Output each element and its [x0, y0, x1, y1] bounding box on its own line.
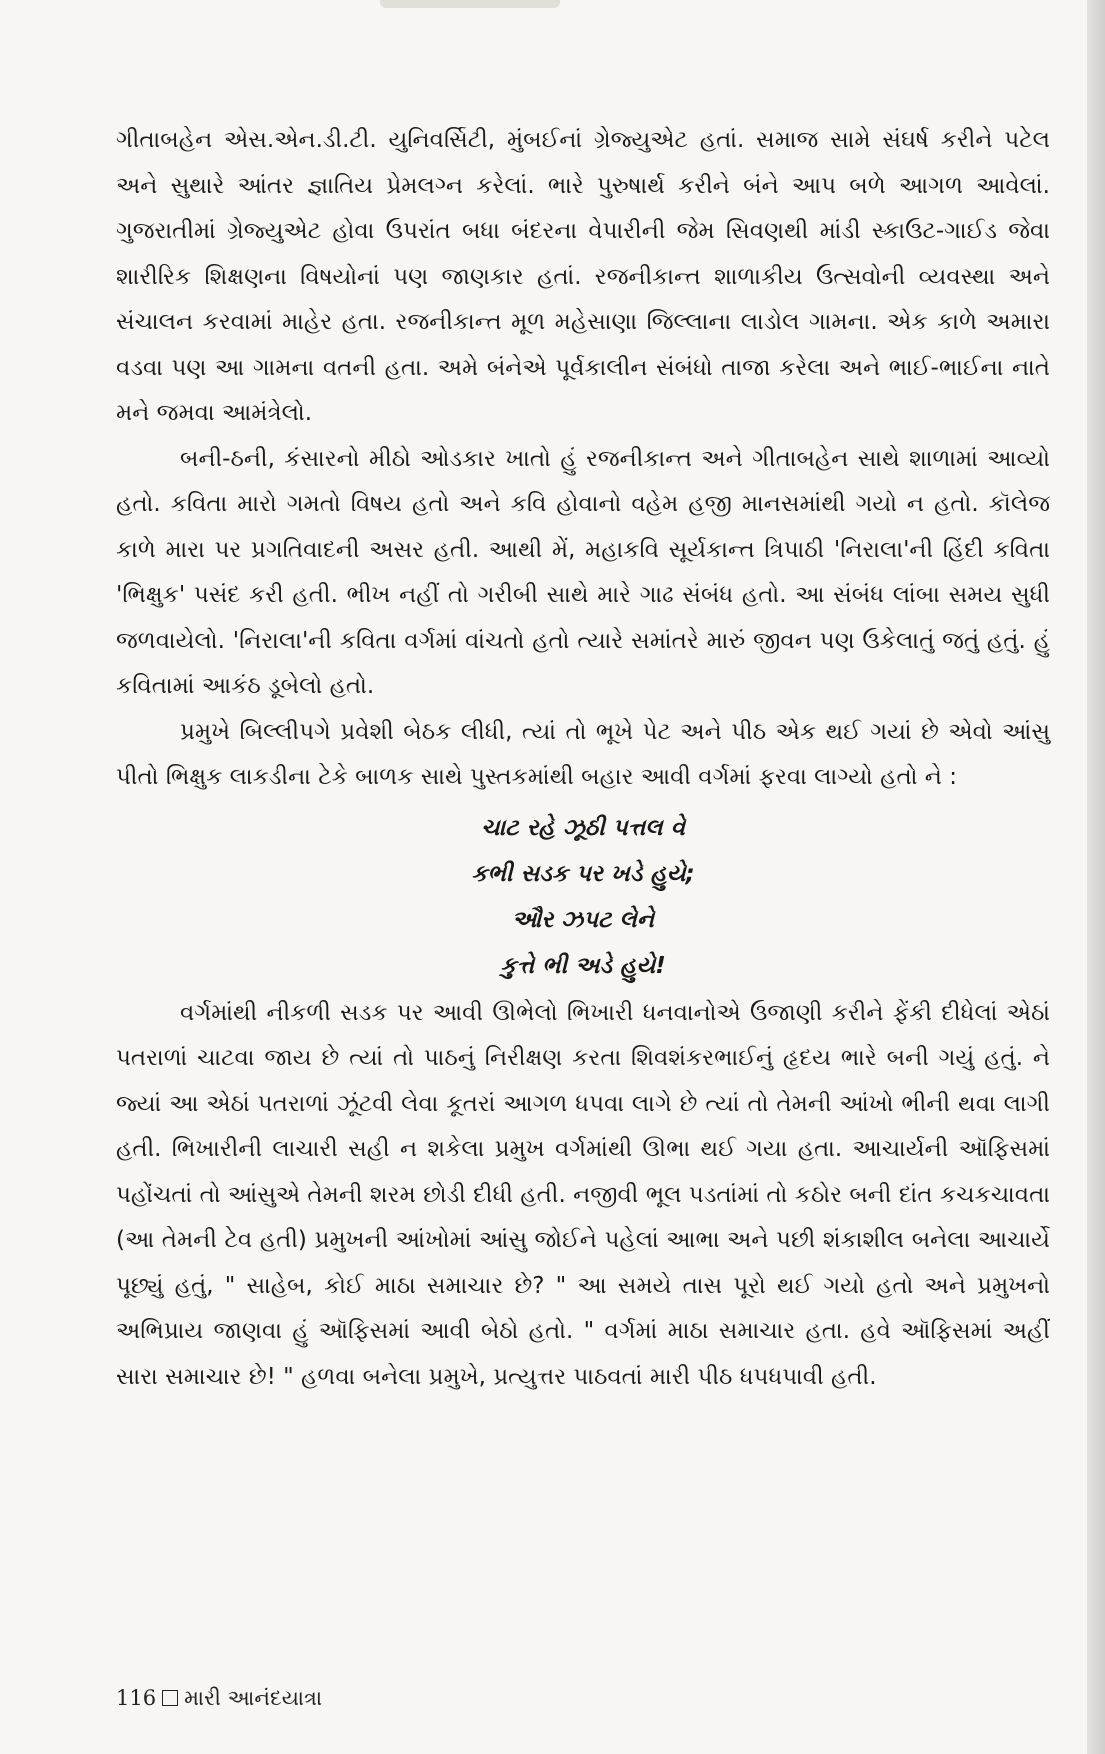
page-number: 116	[116, 1686, 157, 1710]
paragraph-2: બની-ઠની, કંસારનો મીઠો ઓડકાર ખાતો હું રજનીકાન્ત અને ગીતાબહેન સાથે શાળામાં આવ્યો હતો. કવિતા મારો ગમતો વિષય હતો અને કવિ હોવાનો વહેમ હજી માનસમાંથી ગયો ન હતો. કૉલેજ કાળે મારા પર પ્રગતિવાદની અસર હતી. આથી મેં, મહાકવિ સૂર્યકાન્ત ત્રિપાઠી 'નિરાલા'ની હિંદી કવિતા 'ભિક્ષુક' પસંદ કરી હતી. ભીખ નહીં તો ગરીબી સાથે મારે ગાઢ સંબંધ હતો. આ સંબંધ લાંબા સમય સુધી જળવાયેલો. 'નિરાલા'ની કવિતા વર્ગમાં વાંચતો હતો ત્યારે સમાંતરે મારું જીવન પણ ઉકેલાતું જતું હતું. હું કવિતામાં આકંઠ ડૂબેલો હતો.	[116, 445, 1050, 699]
square-separator-icon	[162, 1690, 178, 1706]
scan-smudge	[380, 0, 560, 8]
page-body	[116, 118, 1050, 1400]
poem-line-4: કુત્તે ભી અડે હુયે!	[500, 952, 666, 979]
poem-line-1: ચાટ રહે ઝૂઠી પત્તલ વે	[481, 814, 685, 841]
poem-line-2: કભી સડક પર ખડે હુયે;	[471, 860, 695, 887]
paragraph-3: પ્રમુખે બિલ્લીપગે પ્રવેશી બેઠક લીધી, ત્યાં તો ભૂખે પેટ અને પીઠ એક થઈ ગયાં છે એવો આંસુ પીતો ભિક્ષુક લાકડીના ટેકે બાળક સાથે પુસ્તકમાંથી બહાર આવી વર્ગમાં ફરવા લાગ્યો હતો ને :	[116, 718, 1050, 790]
page-footer	[116, 1686, 322, 1711]
poem-line-3: ઔર ઝપટ લેને	[512, 906, 654, 933]
paragraph-4: વર્ગમાંથી નીકળી સડક પર આવી ઊભેલો ભિખારી ધનવાનોએ ઉજાણી કરીને ફેંકી દીધેલાં એઠાં પતરાળાં ચાટવા જાય છે ત્યાં તો પાઠનું નિરીક્ષણ કરતા શિવશંકરભાઈનું હૃદય ભારે બની ગયું હતું. ને જ્યાં આ એઠાં પતરાળાં ઝૂંટવી લેવા કૂતરાં આગળ ધપવા લાગે છે ત્યાં તો તેમની આંખો ભીની થવા લાગી હતી. ભિખારીની લાચારી સહી ન શકેલા પ્રમુખ વર્ગમાંથી ઊભા થઈ ગયા હતા. આચાર્યની ઑફિસમાં પહોંચતાં તો આંસુએ તેમની શરમ છોડી દીધી હતી. નજીવી ભૂલ પડતાંમાં તો કઠોર બની દાંત કચકચાવતા (આ તેમની ટેવ હતી) પ્રમુખની આંખોમાં આંસુ જોઈને પહેલાં આભા અને પછી શંકાશીલ બનેલા આચાર્યે પૂછ્યું હતું, " સાહેબ, કોઈ માઠા સમાચાર છે? " આ સમયે તાસ પૂરો થઈ ગયો હતો અને પ્રમુખનો અભિપ્રાય જાણવા હું ઑફિસમાં આવી બેઠો હતો. " વર્ગમાં માઠા સમાચાર હતા. હવે ઑફિસમાં અહીં સારા સમાચાર છે! " હળવા બનેલા પ્રમુખે, પ્રત્યુત્તર પાઠવતાં મારી પીઠ ધપધપાવી હતી.	[116, 999, 1050, 1390]
poem-quote	[116, 805, 1050, 989]
book-title: મારી આનંદયાત્રા	[184, 1686, 323, 1710]
page-edge	[1087, 0, 1105, 1754]
paragraph-1: ગીતાબહેન એસ.એન.ડી.ટી. યુનિવર્સિટી, મુંબઈનાં ગ્રેજ્યુએટ હતાં. સમાજ સામે સંઘર્ષ કરીને પટેલ અને સુથારે આંતર જ્ઞાતિય પ્રેમલગ્ન કરેલાં. ભારે પુરુષાર્થ કરીને બંને આપ બળે આગળ આવેલાં. ગુજરાતીમાં ગ્રેજ્યુએટ હોવા ઉપરાંત બધા બંદરના વેપારીની જેમ સિવણથી માંડી સ્કાઉટ-ગાઈડ જેવા શારીરિક શિક્ષણના વિષયોનાં પણ જાણકાર હતાં. રજનીકાન્ત શાળાકીય ઉત્સવોની વ્યવસ્થા અને સંચાલન કરવામાં માહેર હતા. રજનીકાન્ત મૂળ મહેસાણા જિલ્લાના લાડોલ ગામના. એક કાળે અમારા વડવા પણ આ ગામના વતની હતા. અમે બંનેએ પૂર્વકાલીન સંબંધો તાજા કરેલા અને ભાઈ-ભાઈના નાતે મને જમવા આમંત્રેલો.	[116, 127, 1050, 426]
